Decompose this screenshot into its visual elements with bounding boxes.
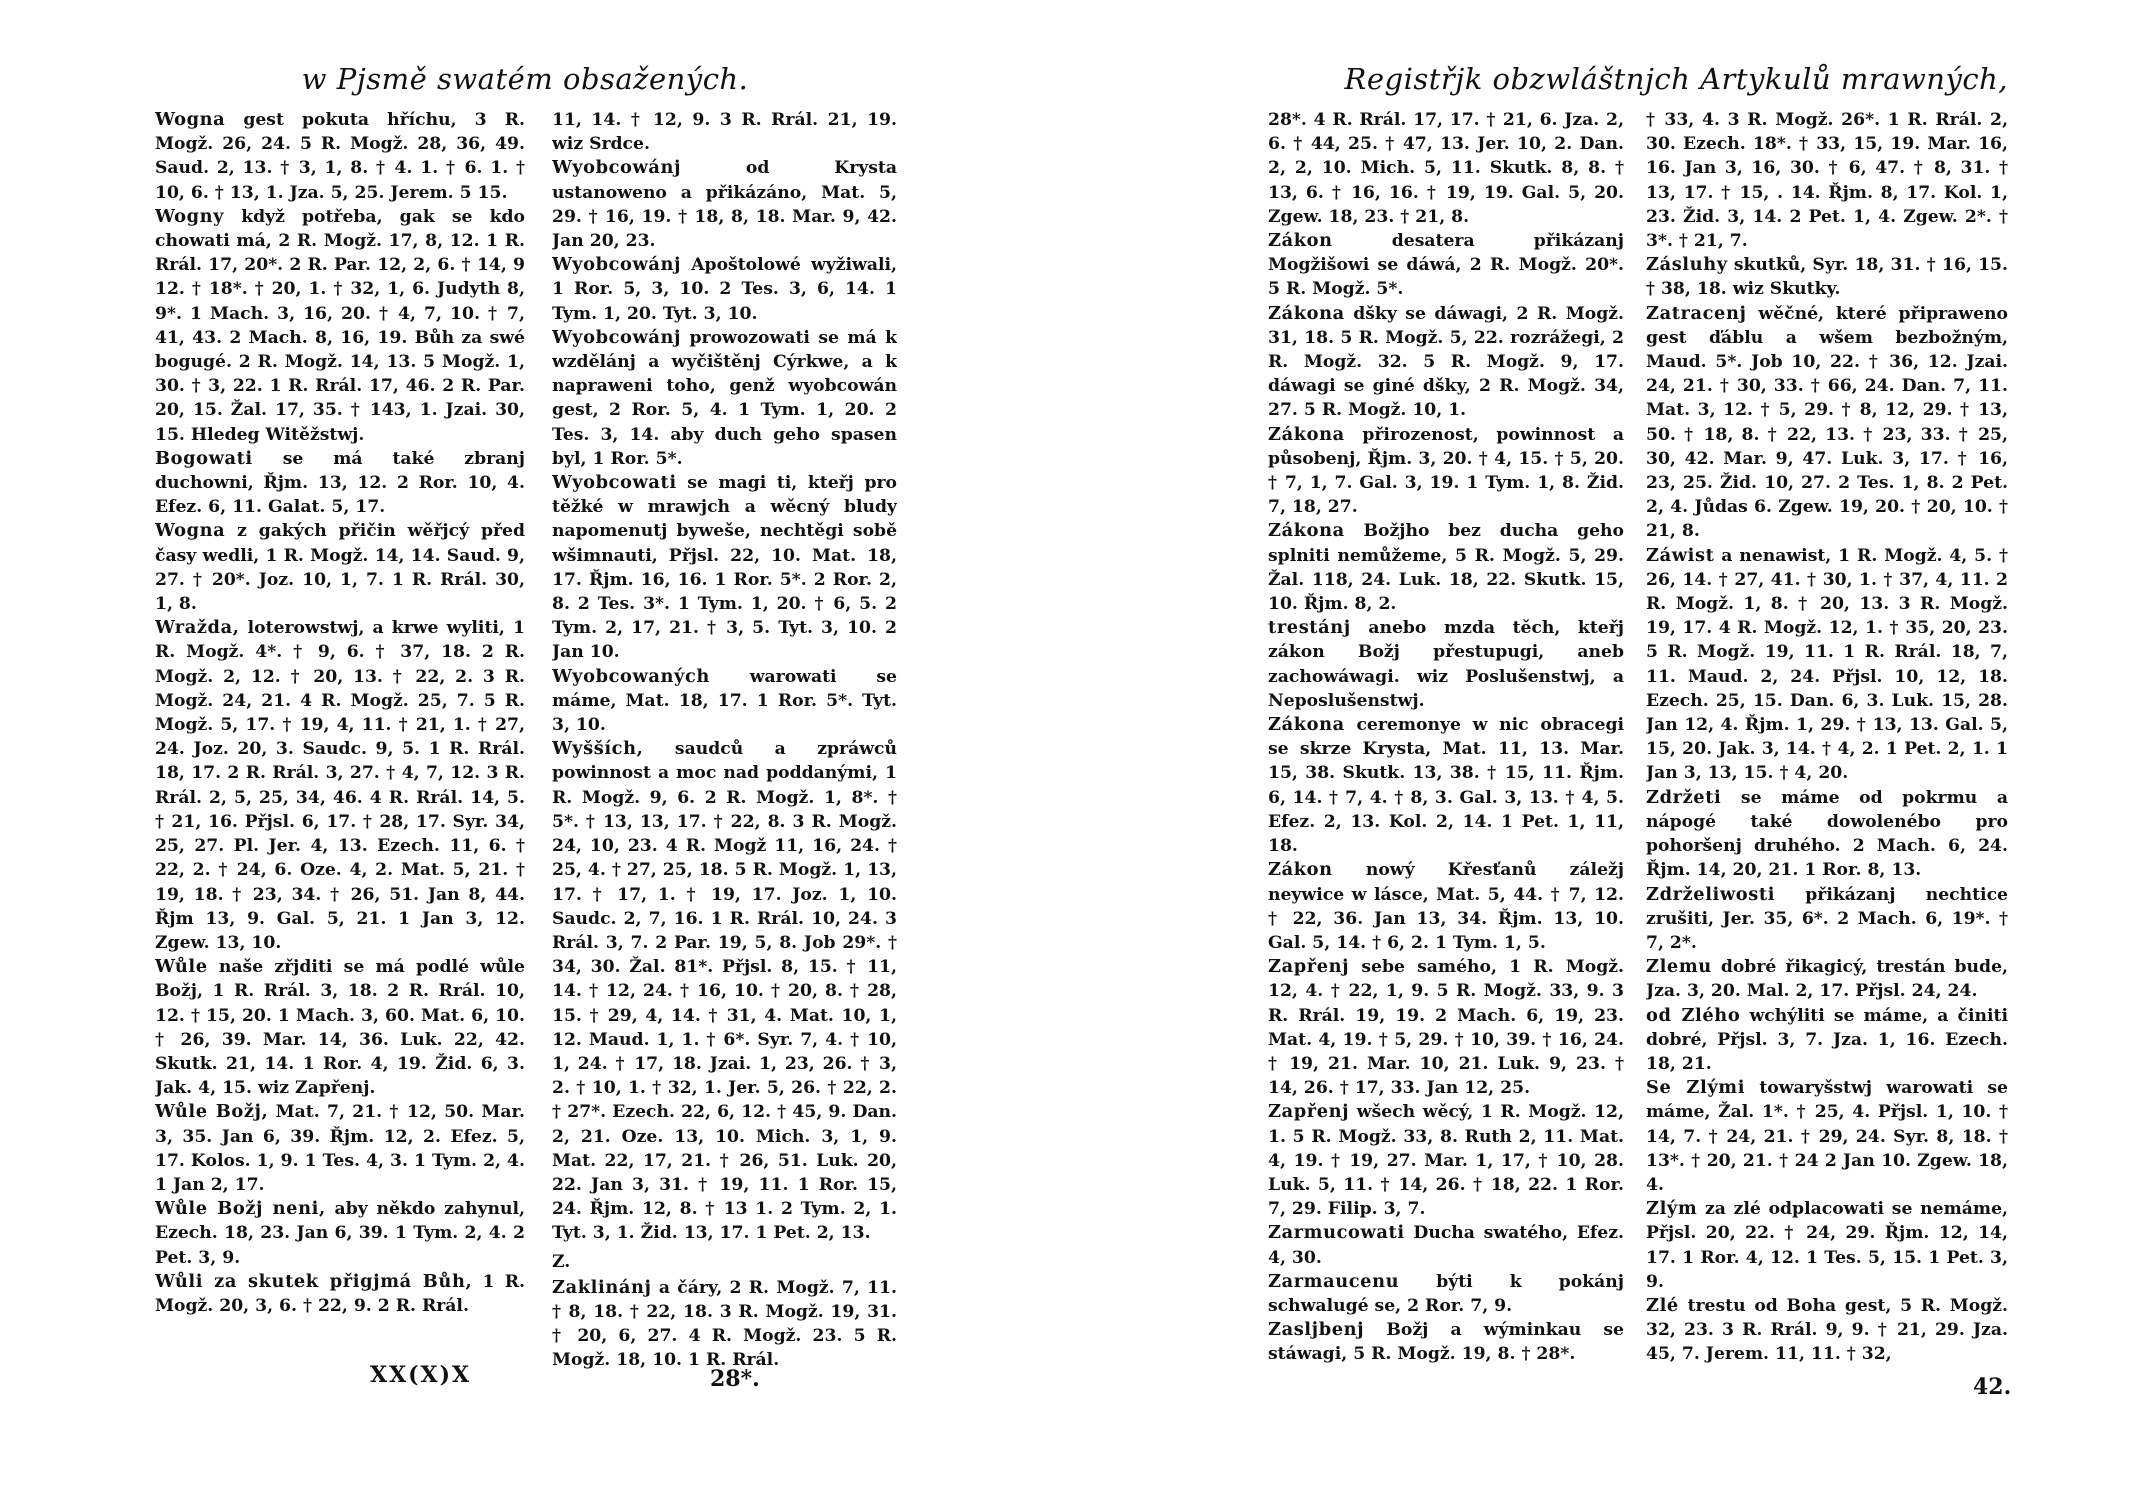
index-entry	[1268, 858, 1624, 955]
index-entry	[1268, 519, 1624, 616]
entry-headword: Zákona	[1268, 520, 1345, 542]
entry-references: ceremonye w nic obracegi se skrze Krysta, Mat. 11, 13. Mar. 15, 38. Skutk. 13, 38. † 15, 11. Řjm. 6, 14. † 7, 4. † 8, 3. Gal. 3, 13. † 4, 5. Efez. 2, 13. Kol. 2, 14. 1 Pet. 1, 11, 18.	[1268, 715, 1624, 857]
entry-headword: Zákona	[1268, 423, 1345, 445]
index-entry	[1268, 713, 1624, 858]
entry-references: Božj a wýminkau se stáwagi, 5 R. Mogž. 19, 8. † 28*.	[1268, 1320, 1624, 1365]
index-entry	[1646, 1294, 2008, 1367]
index-entry	[1268, 229, 1624, 302]
entry-headword: Wyobcowánj	[552, 254, 682, 276]
entry-references: gest pokuta hříchu, 3 R. Mogž. 26, 24. 5 R. Mogž. 28, 36, 49. Saud. 2, 13. † 3, 1, 8. † 4. 1. † 6. 1. † 10, 6. † 13, 1. Jza. 5, 25. Jerem. 5 15.	[155, 110, 525, 203]
index-entry	[1646, 1197, 2008, 1294]
entry-references: skutků, Syr. 18, 31. † 16, 15. † 38, 18. wiz Skutky.	[1646, 255, 2008, 300]
index-entry	[1646, 253, 2008, 301]
index-entry	[155, 1270, 525, 1318]
entry-headword: Wogna	[155, 520, 226, 542]
entry-references: 28*. 4 R. Rrál. 17, 17. † 21, 6. Jza. 2, 6. † 44, 25. † 47, 13. Jer. 10, 2. Dan. 2, 2, 10. Mich. 5, 11. Skutk. 8, 8. † 13, 6. † 16, 16. † 19, 19. Gal. 5, 20. Zgew. 18, 23. † 21, 8.	[1268, 110, 1624, 227]
entry-headword: Bogowati	[155, 447, 253, 469]
signature-mark: XX(X)X	[370, 1362, 472, 1388]
entry-headword: Wůle Božj neni,	[155, 1198, 326, 1220]
entry-references: a nenawist, 1 R. Mogž. 4, 5. † 26, 14. † 27, 41. † 30, 1. † 37, 4, 11. 2 R. Mogž. 1, 8. † 20, 13. 3 R. Mogž. 19, 17. 4 R. Mogž. 12, 1. † 35, 20, 23. 5 R. Mogž. 19, 11. 1 R. Rrál. 18, 7, 11. Maud. 2, 24. Přjsl. 10, 12, 18. Ezech. 25, 15. Dan. 6, 3. Luk. 15, 28. Jan 12, 4. Řjm. 1, 29. † 13, 13. Gal. 5, 15, 20. Jak. 3, 14. † 4, 2. 1 Pet. 2, 1. 1 Jan 3, 13, 15. † 4, 20.	[1646, 545, 2008, 784]
entry-references: 11, 14. † 12, 9. 3 R. Rrál. 21, 19. wiz Srdce.	[552, 110, 897, 155]
index-entry	[552, 253, 897, 326]
entry-headword: Zarmaucenu	[1268, 1270, 1400, 1292]
entry-references: se magi ti, kteřj pro těžké w mrawjch a wěcný bludy napomenutj byweše, nechtěgi sobě wšimnauti, Přjsl. 22, 10. Mat. 18, 17. Řjm. 16, 16. 1 Ror. 5*. 2 Ror. 2, 8. 2 Tes. 3*. 1 Tym. 1, 20. † 6, 5. 2 Tym. 2, 17, 21. † 3, 5. Tyt. 3, 10. 2 Jan 10.	[552, 473, 897, 663]
entry-headword: Zlým	[1646, 1198, 1698, 1220]
entry-references: 1 R. Mogž. 20, 3, 6. † 22, 9. 2 R. Rrál.	[155, 1271, 525, 1316]
entry-references: se má také zbranj duchowni, Řjm. 13, 12. 2 Ror. 10, 4. Efez. 6, 11. Galat. 5, 17.	[155, 448, 525, 518]
right-running-header: Registřjk obzwláštnjch Artykulů mrawných,	[1344, 62, 2008, 96]
entry-headword: Zarmucowati	[1268, 1222, 1405, 1244]
entry-references: se máme od pokrmu a nápogé také dowolenébo pro pohoršenj druhého. 2 Mach. 6, 24. Řjm. 14, 20, 21. 1 Ror. 8, 13.	[1646, 787, 2008, 881]
entry-references: přirozenost, powinnost a působenj, Řjm. 3, 20. † 4, 15. † 5, 20. † 7, 1, 7. Gal. 3, 19. 1 Tym. 1, 8. Žid. 7, 18, 27.	[1268, 424, 1624, 518]
entry-references: wšech wěcý, 1 R. Mogž. 12, 1. 5 R. Mogž. 33, 8. Ruth 2, 11. Mat. 4, 19. † 19, 27. Mar. 1, 17, † 10, 28. Luk. 5, 11. † 14, 26. † 18, 22. 1 Ror. 7, 29. Filip. 3, 7.	[1268, 1102, 1624, 1220]
index-entry	[155, 108, 525, 205]
index-entry	[155, 447, 525, 520]
entry-headword: Zatracenj	[1646, 302, 1747, 324]
right-column-2	[1646, 108, 2008, 1398]
entry-references: wěčné, které připraweno gest ďáblu a wšem bezbožným, Maud. 5*. Job 10, 22. † 36, 12. Jzai. 24, 21. † 30, 33. † 66, 24. Dan. 7, 11. Mat. 3, 12. † 5, 29. † 8, 12, 29. † 13, 50. † 18, 8. † 22, 13. † 23, 33. † 25, 30, 42. Mar. 9, 47. Luk. 3, 17. † 16, 23, 25. Žid. 10, 27. 2 Tes. 1, 8. 2 Pet. 2, 4. Jůdas 6. Zgew. 19, 20. † 20, 10. † 21, 8.	[1646, 303, 2008, 542]
right-page	[1268, 40, 2012, 1480]
index-entry	[552, 1276, 897, 1370]
entry-headword: Wyobcowaných	[552, 665, 710, 687]
entry-references: z gakých přičin wěřjcý před časy wedli, 1 R. Mogž. 14, 14. Saud. 9, 27. † 20*. Joz. 10, 1, 7. 1 R. Rrál. 30, 1, 8.	[155, 521, 525, 615]
entry-headword: Zapřenj	[1268, 956, 1350, 978]
left-running-header: w Pjsmě swatém obsažených.	[301, 62, 749, 96]
index-entry	[1646, 108, 2008, 253]
index-entry	[1268, 302, 1624, 423]
entry-references: Božjho bez ducha geho splniti nemůžeme, 5 R. Mogž. 5, 29. Žal. 118, 24. Luk. 18, 22. Skutk. 15, 10. Řjm. 8, 2.	[1268, 521, 1624, 615]
index-entry	[155, 519, 525, 616]
entry-headword: Zákona	[1268, 714, 1345, 736]
index-entry	[155, 205, 525, 447]
entry-references: aby někdo zahynul, Ezech. 18, 23. Jan 6, 39. 1 Tym. 2, 4. 2 Pet. 3, 9.	[155, 1199, 525, 1268]
entry-headword: Wyobcowati	[552, 472, 677, 494]
entry-references: dobré řikagicý, trestán bude, Jza. 3, 20. Mal. 2, 17. Přjsl. 24, 24.	[1646, 957, 2008, 1002]
right-column-1	[1268, 108, 1624, 1398]
entry-headword: Zaklinánj	[552, 1276, 652, 1298]
entry-headword: Zákon	[1268, 230, 1333, 252]
entry-references: sebe samého, 1 R. Mogž. 12, 4. † 22, 1, 9. 5 R. Mogž. 33, 9. 3 R. Rrál. 19, 19. 2 Mach. 6, 19, 23. Mat. 4, 19. † 5, 29. † 10, 39. † 16, 24. † 19, 21. Mar. 10, 21. Luk. 9, 23. † 14, 26. † 17, 33. Jan 12, 25.	[1268, 957, 1624, 1099]
entry-references: býti k pokánj schwalugé se, 2 Ror. 7, 9.	[1268, 1271, 1624, 1316]
entry-headword: Zaslјbenj	[1268, 1319, 1365, 1341]
page-number: 42.	[1973, 1374, 2012, 1400]
index-entry	[552, 737, 897, 1245]
index-entry	[552, 665, 897, 738]
entry-references: towaryšstwj warowati se máme, Žal. 1*. † 25, 4. Přjsl. 1, 10. † 14, 7. † 24, 21. † 29, 24. Syr. 8, 18. † 13*. † 20, 21. † 24 2 Jan 10. Zgew. 18, 4.	[1646, 1078, 2008, 1195]
left-column-1	[155, 108, 525, 1398]
entry-references: prowozowati se má k wzdělánj a wyčištěnj Cýrkwe, a k napraweni toho, genž wyobcowán gest, 2 Ror. 5, 4. 1 Tym. 1, 20. 2 Tes. 3, 14. aby duch geho spasen byl, 1 Ror. 5*.	[552, 327, 897, 469]
entry-headword: Zákon	[1268, 859, 1333, 881]
entry-headword: Wyobcowánj	[552, 326, 682, 348]
entry-references: naše zřjditi se má podlé wůle Božj, 1 R. Rrál. 3, 18. 2 R. Rrál. 10, 12. † 15, 20. 1 Mach. 3, 60. Mat. 6, 10. † 26, 39. Mar. 14, 36. Luk. 22, 42. Skutk. 21, 14. 1 Ror. 4, 19. Žid. 6, 3. Jak. 4, 15. wiz Zapřenj.	[155, 957, 525, 1099]
entry-references: † 33, 4. 3 R. Mogž. 26*. 1 R. Rrál. 2, 30. Ezech. 18*. † 33, 15, 19. Mar. 16, 16. Jan 3, 16, 30. † 6, 47. † 8, 31. † 13, 17. † 15, . 14. Řjm. 8, 17. Kol. 1, 23. Žid. 3, 14. 2 Pet. 1, 4. Zgew. 2*. † 3*. † 21, 7.	[1646, 110, 2008, 252]
index-entry	[552, 326, 897, 471]
index-entry	[1268, 1100, 1624, 1221]
entry-references: wchýliti se máme, a činiti dobré, Přjsl. 3, 7. Jza. 1, 16. Ezech. 18, 21.	[1646, 1005, 2008, 1074]
entry-headword: Wražda,	[155, 617, 240, 639]
catchword: 28*.	[710, 1366, 760, 1392]
entry-headword: Wogny	[155, 205, 225, 227]
entry-headword: Zdržeti	[1646, 786, 1722, 808]
entry-headword: Zdrželiwosti	[1646, 883, 1776, 905]
index-entry	[155, 616, 525, 955]
left-page	[150, 40, 900, 1480]
index-entry	[1646, 1004, 2008, 1077]
entry-references: a čáry, 2 R. Mogž. 7, 11. † 8, 18. † 22, 18. 3 R. Mogž. 19, 31. † 20, 6, 27. 4 R. Mogž. 23. 5 R. Mogž. 18, 10. 1 R. Rrál.	[552, 1277, 897, 1370]
index-entry	[552, 108, 897, 156]
entry-references: desatera přikázanj Mogžišowi se dáwá, 2 R. Mogž. 20*. 5 R. Mogž. 5*.	[1268, 231, 1624, 300]
index-entry	[155, 1197, 525, 1270]
entry-headword: Zákona	[1268, 302, 1345, 324]
entry-headword: Záwist	[1646, 544, 1715, 566]
entry-headword: Se Zlými	[1646, 1077, 1746, 1099]
entry-references: přikázanj nechtice zrušiti, Jer. 35, 6*. 2 Mach. 6, 19*. † 7, 2*.	[1646, 884, 2008, 953]
entry-references: za zlé odplacowati se nemáme, Přjsl. 20, 22. † 24, 29. Řjm. 12, 14, 17. 1 Ror. 4, 12. 1 Tes. 5, 15. 1 Pet. 3, 9.	[1646, 1199, 2008, 1292]
entry-references: trestu od Boha gest, 5 R. Mogž. 32, 23. 3 R. Rrál. 9, 9. † 21, 29. Jza. 45, 7. Jerem. 11, 11. † 32,	[1646, 1295, 2008, 1365]
index-entry	[1268, 1318, 1624, 1366]
index-entry	[1268, 616, 1624, 713]
entry-references: loterowstwj, a krwe wyliti, 1 R. Mogž. 4*. † 9, 6. † 37, 18. 2 R. Mogž. 2, 12. † 20, 13. † 22, 2. 3 R. Mogž. 24, 21. 4 R. Mogž. 25, 7. 5 R. Mogž. 5, 17. † 19, 4, 11. † 21, 1. † 27, 24. Joz. 20, 3. Saudc. 9, 5. 1 R. Rrál. 18, 17. 2 R. Rrál. 3, 27. † 4, 7, 12. 3 R. Rrál. 2, 5, 25, 34, 46. 4 R. Rrál. 14, 5. † 21, 16. Přjsl. 6, 17. † 28, 17. Syr. 34, 25, 27. Pl. Jer. 4, 13. Ezech. 11, 6. † 22, 2. † 24, 6. Oze. 4, 2. Mat. 5, 21. † 19, 18. † 23, 34. † 26, 51. Jan 8, 44. Řjm 13, 9. Gal. 5, 21. 1 Jan 3, 12. Zgew. 13, 10.	[155, 618, 525, 953]
index-entry	[1268, 1221, 1624, 1269]
entry-headword: Wůle Božj,	[155, 1101, 269, 1123]
entry-references: Ducha swatého, Efez. 4, 30.	[1268, 1223, 1624, 1268]
index-entry	[155, 1100, 525, 1197]
entry-headword: trestánj	[1268, 617, 1351, 639]
index-entry	[1268, 955, 1624, 1100]
entry-headword: Zásluhy	[1646, 254, 1728, 276]
entry-headword: Zapřenj	[1268, 1101, 1350, 1123]
index-entry	[1268, 423, 1624, 520]
entry-headword: Wůli za skutek přigjmá Bůh,	[155, 1270, 473, 1292]
entry-references: nowý Křesťanů záležj neywice w lásce, Mat. 5, 44. † 7, 12. † 22, 36. Jan 13, 34. Řjm. 13, 10. Gal. 5, 14. † 6, 2. 1 Tym. 1, 5.	[1268, 860, 1624, 953]
entry-references: od Krysta ustanoweno a přikázáno, Mat. 5, 29. † 16, 19. † 18, 8, 18. Mar. 9, 42. Jan 20, 23.	[552, 158, 897, 252]
entry-references: saudců a zpráwců powinnost a moc nad poddanými, 1 R. Mogž. 9, 6. 2 R. Mogž. 1, 8*. † 5*. † 13, 13, 17. † 22, 8. 3 R. Mogž. 24, 10, 23. 4 R. Mogž 11, 16, 24. † 25, 4. † 27, 25, 18. 5 R. Mogž. 1, 13, 17. † 17, 1. † 19, 17. Joz. 1, 10. Saudc. 2, 7, 16. 1 R. Rrál. 10, 24. 3 Rrál. 3, 7. 2 Par. 19, 5, 8. Job 29*. † 34, 30. Žal. 81*. Přjsl. 8, 15. † 11, 14. † 12, 24. † 16, 10. † 20, 8. † 28, 15. † 29, 4, 14. † 31, 4. Mat. 10, 1, 12. Maud. 1, 1. † 6*. Syr. 7, 4. † 10, 1, 24. † 17, 18. Jzai. 1, 23, 26. † 3, 2. † 10, 1. † 32, 1. Jer. 5, 26. † 22, 2. † 27*. Ezech. 22, 6, 12. † 45, 9. Dan. 2, 21. Oze. 13, 10. Mich. 3, 1, 9. Mat. 22, 17, 21. † 26, 51. Luk. 20, 22. Jan 3, 31. † 19, 11. 1 Ror. 15, 24. Řjm. 12, 8. † 13 1. 2 Tym. 2, 1. Tyt. 3, 1. Žid. 13, 17. 1 Pet. 2, 13.	[552, 739, 897, 1244]
index-entry	[1268, 108, 1624, 229]
index-entry	[155, 955, 525, 1100]
entry-headword: Wůle	[155, 956, 208, 978]
index-entry	[552, 471, 897, 665]
entry-headword: Zlemu	[1646, 956, 1712, 978]
index-entry	[1646, 883, 2008, 956]
index-entry	[1646, 955, 2008, 1003]
entry-references: když potřeba, gak se kdo chowati má, 2 R. Mogž. 17, 8, 12. 1 R. Rrál. 17, 20*. 2 R. Par. 12, 2, 6. † 14, 9 12. † 18*. † 20, 1. † 32, 1, 6. Judyth 8, 9*. 1 Mach. 3, 16, 20. † 4, 7, 10. † 7, 41, 43. 2 Mach. 8, 16, 19. Bůh za swé bogugé. 2 R. Mogž. 14, 13. 5 Mogž. 1, 30. † 3, 22. 1 R. Rrál. 17, 46. 2 R. Par. 20, 15. Žal. 17, 35. † 143, 1. Jzai. 30, 15. Hledeg Witěžstwj.	[155, 206, 525, 445]
index-entry	[1268, 1270, 1624, 1318]
index-entry	[1646, 1076, 2008, 1197]
letter-section-heading: Z.	[552, 1251, 571, 1272]
left-column-2	[552, 108, 897, 1370]
entry-headword: od Zlého	[1646, 1004, 1741, 1026]
index-entry	[1646, 786, 2008, 883]
entry-references: Mat. 7, 21. † 12, 50. Mar. 3, 35. Jan 6, 39. Řjm. 12, 2. Efez. 5, 17. Kolos. 1, 9. 1 Tes. 4, 3. 1 Tym. 2, 4. 1 Jan 2, 17.	[155, 1102, 525, 1195]
index-entry	[552, 156, 897, 253]
entry-references: dšky se dáwagi, 2 R. Mogž. 31, 18. 5 R. Mogž. 5, 22. rozrážegi, 2 R. Mogž. 32. 5 R. Mogž. 9, 17. dáwagi se giné dšky, 2 R. Mogž. 34, 27. 5 R. Mogž. 10, 1.	[1268, 303, 1624, 421]
entry-headword: Wogna	[155, 109, 226, 130]
entry-references: Apoštolowé wyžiwali, 1 Ror. 5, 3, 10. 2 Tes. 3, 6, 14. 1 Tym. 1, 20. Tyt. 3, 10.	[552, 255, 897, 324]
entry-headword: Wyobcowánj	[552, 157, 682, 179]
entry-references: anebo mzda těch, kteřj zákon Božj přestupugi, aneb zachowáwagi. wiz Poslušenstwj, a Neposlušenstwj.	[1268, 618, 1624, 711]
index-entry	[1646, 302, 2008, 544]
entry-headword: Zlé	[1646, 1294, 1679, 1316]
entry-headword: Wyšších,	[552, 738, 644, 760]
entry-references: warowati se máme, Mat. 18, 17. 1 Ror. 5*. Tyt. 3, 10.	[552, 666, 897, 736]
index-entry	[1646, 544, 2008, 786]
